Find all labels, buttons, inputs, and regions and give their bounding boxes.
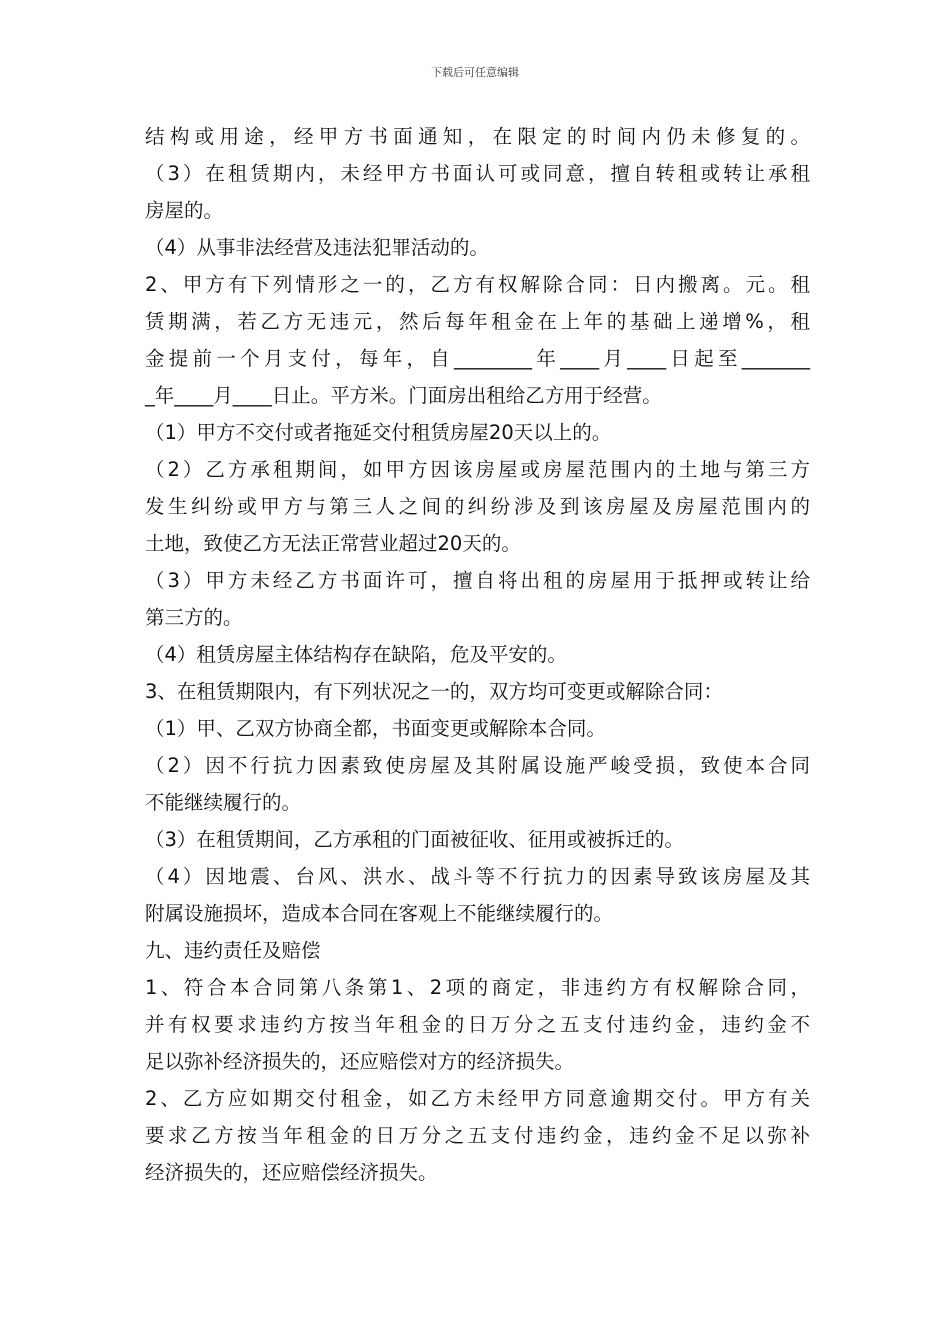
text-line: 附属设施损坏，造成本合同在客观上不能继续履行的。: [145, 902, 614, 925]
text-line: 土地，致使乙方无法正常营业超过20天的。: [145, 532, 521, 555]
text-line: （4）因地震、台风、洪水、战斗等不行抗力的因素导致该房屋及其: [145, 865, 810, 888]
text-line: 房屋的。: [145, 199, 224, 222]
text-line: 第三方的。: [145, 606, 243, 629]
section-heading: 九、违约责任及赔偿: [145, 939, 321, 962]
text-line: 经济损失的，还应赔偿经济损失。: [145, 1161, 438, 1184]
text-line: （4）租赁房屋主体结构存在缺陷，危及平安的。: [145, 643, 567, 666]
text-line: 金提前一个月支付，每年，自________年____月____日起至_______: [145, 347, 810, 370]
text-line: 结构或用途，经甲方书面通知，在限定的时间内仍未修复的。: [145, 125, 810, 148]
text-line: 足以弥补经济损失的，还应赔偿对方的经济损失。: [145, 1050, 575, 1073]
text-line: 要求乙方按当年租金的日万分之五支付违约金，违约金不足以弥补: [145, 1124, 810, 1147]
text-line: （1）甲方不交付或者拖延交付租赁房屋20天以上的。: [145, 421, 612, 444]
text-line: （2）乙方承租期间，如甲方因该房屋或房屋范围内的土地与第三方: [145, 458, 810, 481]
text-line: _年____月____日止。平方米。门面房出租给乙方用于经营。: [145, 384, 662, 407]
document-body: [145, 118, 810, 1191]
text-line: （2）因不行抗力因素致使房屋及其附属设施严峻受损，致使本合同: [145, 754, 810, 777]
page-header-note: 下载后可任意编辑: [431, 66, 519, 79]
text-line: 赁期满，若乙方无违元，然后每年租金在上年的基础上递增%，租: [145, 310, 810, 333]
text-line: 2、乙方应如期交付租金，如乙方未经甲方同意逾期交付。甲方有关: [145, 1087, 810, 1110]
text-line: （3）在租赁期间，乙方承租的门面被征收、征用或被拆迁的。: [145, 828, 684, 851]
text-line: 并有权要求违约方按当年租金的日万分之五支付违约金，违约金不: [145, 1013, 810, 1036]
text-line: （3）在租赁期内，未经甲方书面认可或同意，擅自转租或转让承租: [145, 162, 810, 185]
text-line: （4）从事非法经营及违法犯罪活动的。: [145, 236, 489, 259]
text-line: 不能继续履行的。: [145, 791, 302, 814]
text-line: 1、符合本合同第八条第1、2项的商定，非违约方有权解除合同，: [145, 976, 810, 999]
text-line: 发生纠纷或甲方与第三人之间的纠纷涉及到该房屋及房屋范围内的: [145, 495, 810, 518]
text-line: （1）甲、乙双方协商全都，书面变更或解除本合同。: [145, 717, 606, 740]
text-line: 3、在租赁期限内，有下列状况之一的，双方均可变更或解除合同：: [145, 680, 723, 703]
text-line: （3）甲方未经乙方书面许可，擅自将出租的房屋用于抵押或转让给: [145, 569, 810, 592]
text-line: 2、甲方有下列情形之一的，乙方有权解除合同：日内搬离。元。租: [145, 273, 810, 296]
